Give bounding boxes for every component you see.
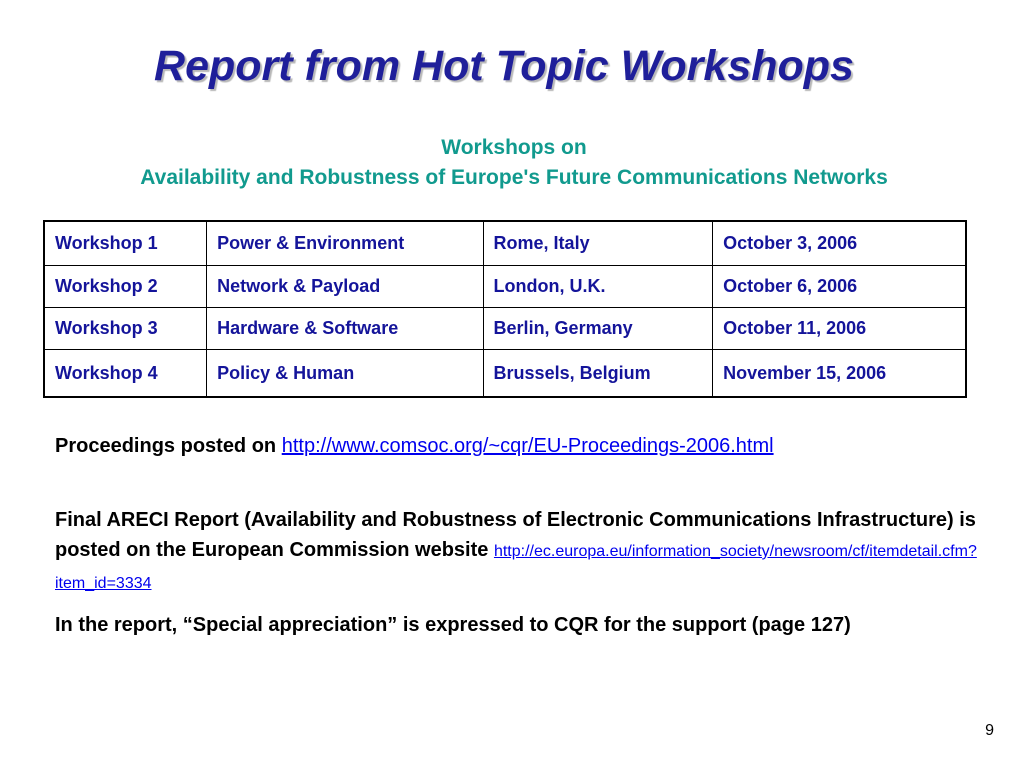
proceedings-paragraph — [55, 431, 1005, 461]
subtitle-line-2: Availability and Robustness of Europe's Future Communications Networks — [140, 166, 888, 189]
workshop-name-cell: Workshop 4 — [44, 350, 207, 398]
workshop-name-cell: Workshop 2 — [44, 266, 207, 308]
table-row — [44, 350, 966, 398]
slide-title: Report from Hot Topic Workshops — [154, 42, 854, 90]
workshop-topic-cell: Policy & Human — [207, 350, 483, 398]
proceedings-text: Proceedings posted on — [55, 435, 277, 457]
workshop-location-cell: Berlin, Germany — [483, 308, 713, 350]
final-report-text: Final ARECI Report (Availability and Robustness of Electronic Communications Infrastructure) is posted on the European Commission website — [55, 509, 976, 561]
subtitle-line-1: Workshops on — [441, 136, 587, 159]
appreciation-paragraph: In the report, “Special appreciation” is expressed to CQR for the support (page 127) — [55, 614, 851, 636]
workshop-topic-cell: Network & Payload — [207, 266, 483, 308]
workshop-location-cell: Brussels, Belgium — [483, 350, 713, 398]
proceedings-link[interactable]: http://www.comsoc.org/~cqr/EU-Proceedings-2006.html — [281, 435, 774, 457]
table-row — [44, 308, 966, 350]
workshop-date-cell: October 3, 2006 — [713, 221, 966, 266]
workshop-date-cell: October 11, 2006 — [713, 308, 966, 350]
workshop-date-cell: November 15, 2006 — [713, 350, 966, 398]
workshop-name-cell: Workshop 3 — [44, 308, 207, 350]
workshop-topic-cell: Power & Environment — [207, 221, 483, 266]
final-report-link[interactable]: http://ec.europa.eu/information_society/newsroom/cf/itemdetail.cfm?item_id=3334 — [55, 543, 977, 592]
workshop-location-cell: London, U.K. — [483, 266, 713, 308]
workshops-table — [43, 220, 967, 398]
workshop-topic-cell: Hardware & Software — [207, 308, 483, 350]
page-number: 9 — [985, 722, 994, 739]
workshop-location-cell: Rome, Italy — [483, 221, 713, 266]
workshop-date-cell: October 6, 2006 — [713, 266, 966, 308]
table-row — [44, 221, 966, 266]
workshop-name-cell: Workshop 1 — [44, 221, 207, 266]
final-report-paragraph — [55, 505, 1015, 599]
table-row — [44, 266, 966, 308]
